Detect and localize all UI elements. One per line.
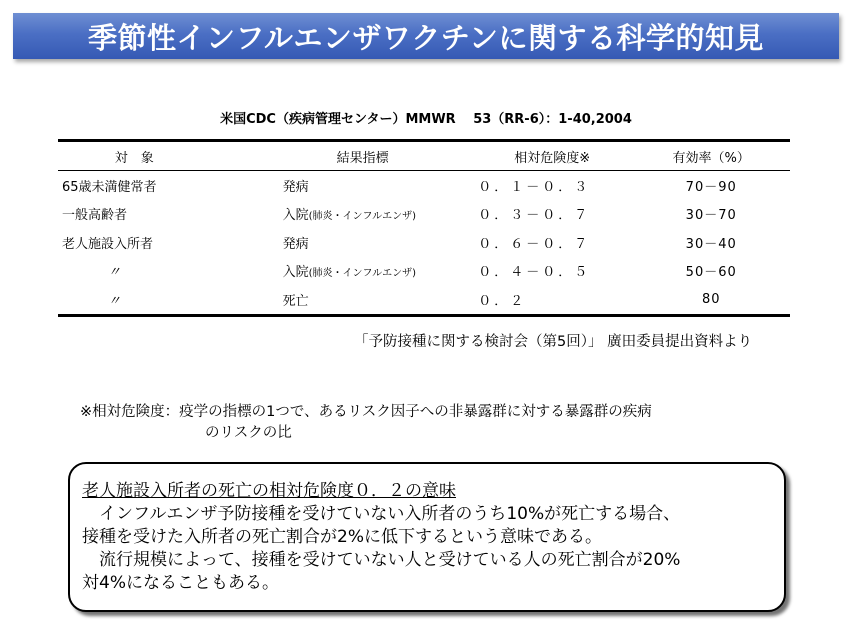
indicator-text: 入院 <box>282 265 309 281</box>
cell-target: 〃 <box>107 293 121 309</box>
cell-target: 65歳未満健常者 <box>62 179 157 195</box>
header-indicator: 結果指標 <box>281 142 479 171</box>
cell-relative-risk: ０．６－０．７ <box>478 236 591 252</box>
indicator-text: 死亡 <box>282 293 309 309</box>
efficacy-table <box>58 139 790 317</box>
footnote <box>80 402 652 444</box>
cell-relative-risk: ０．４－０．５ <box>478 265 591 281</box>
cell-target: 一般高齢者 <box>62 208 128 224</box>
page-title: 季節性インフルエンザワクチンに関する科学的知見 <box>88 20 764 55</box>
explanation-callout <box>68 462 786 612</box>
indicator-text: 発病 <box>282 179 309 195</box>
callout-line-3: 流行規模によって、接種を受けていない人と受けている人の死亡割合が20% <box>82 550 681 570</box>
callout-line-4: 対4%になることもある。 <box>82 573 279 593</box>
cell-indicator <box>281 200 479 229</box>
callout-line-1: インフルエンザ予防接種を受けていない入所者のうち10%が死亡する場合、 <box>82 504 681 524</box>
credit-note: 「予防接種に関する検討会（第5回）」 廣田委員提出資料より <box>354 334 753 350</box>
header-relative-risk: 相対危険度※ <box>478 142 654 171</box>
indicator-text: 入院 <box>282 208 309 224</box>
table-row <box>58 200 790 229</box>
cell-efficacy: 30－40 <box>685 236 737 252</box>
table-header-row <box>58 142 790 171</box>
footnote-line-2: のリスクの比 <box>205 425 292 441</box>
source-citation: 米国CDC（疾病管理センター）MMWR 53（RR-6）：1-40,2004 <box>220 112 632 127</box>
title-banner <box>13 13 839 59</box>
indicator-note: (肺炎・インフルエンザ) <box>308 211 417 223</box>
indicator-note: (肺炎・インフルエンザ) <box>308 268 417 280</box>
cell-indicator <box>281 285 479 314</box>
cell-indicator <box>281 257 479 286</box>
table-row <box>58 257 790 286</box>
cell-target: 老人施設入所者 <box>62 236 154 252</box>
cell-relative-risk: ０．１－０．３ <box>478 179 591 195</box>
cell-target: 〃 <box>107 265 121 281</box>
footnote-label: ※相対危険度： <box>80 404 180 420</box>
callout-line-2: 接種を受けた入所者の死亡割合が2%に低下するという意味である。 <box>82 527 602 547</box>
cell-relative-risk: ０．２ <box>478 293 527 309</box>
table-row <box>58 228 790 257</box>
cell-efficacy: 70－90 <box>685 179 737 195</box>
callout-heading: 老人施設入所者の死亡の相対危険度０．２の意味 <box>82 481 456 501</box>
table-row <box>58 171 790 200</box>
cell-relative-risk: ０．３－０．７ <box>478 208 591 224</box>
cell-efficacy: 30－70 <box>685 208 737 224</box>
cell-efficacy: 50－60 <box>685 265 737 281</box>
indicator-text: 発病 <box>282 236 309 252</box>
cell-indicator <box>281 228 479 257</box>
header-target: 対 象 <box>58 142 281 171</box>
cell-efficacy: 80 <box>701 291 721 307</box>
table-row <box>58 285 790 314</box>
header-efficacy: 有効率（%） <box>654 142 790 171</box>
footnote-line-1: 疫学の指標の1つで、あるリスク因子への非暴露群に対する暴露群の疾病 <box>179 404 652 420</box>
cell-indicator <box>281 171 479 200</box>
